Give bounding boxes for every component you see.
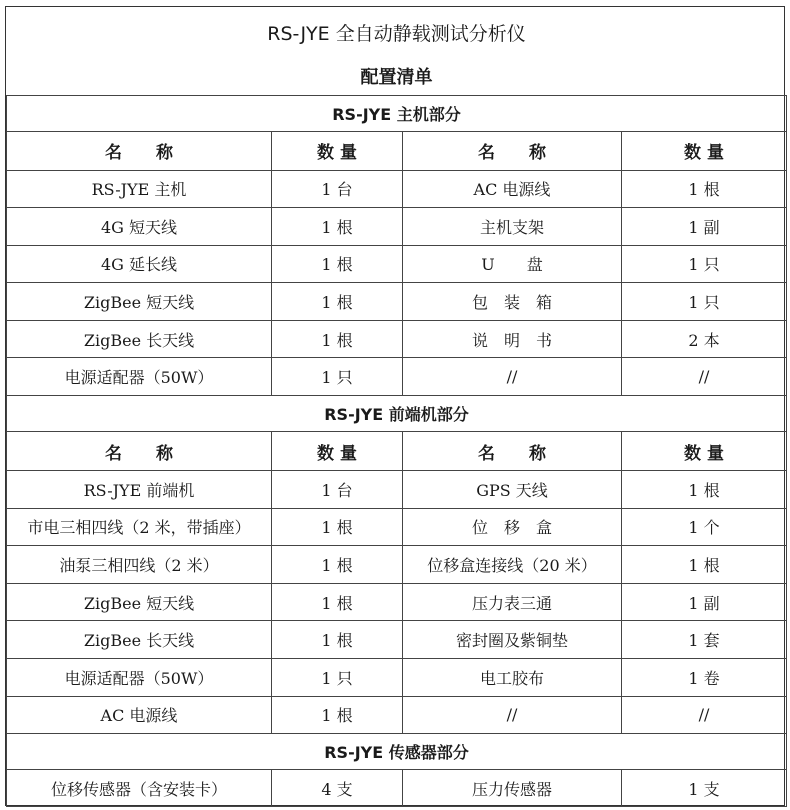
item-name-cell: 位移盒连接线（20 米） [403, 546, 622, 584]
table-row [7, 659, 787, 697]
item-name-cell: AC 电源线 [403, 170, 622, 208]
column-header-name: 名 称 [7, 432, 272, 471]
item-name-cell: 压力传感器 [403, 770, 622, 807]
item-quantity-cell: 1 根 [272, 583, 403, 621]
item-name-cell: 说 明 书 [403, 320, 622, 358]
column-header-quantity: 数 量 [622, 131, 787, 170]
section-title: RS-JYE 前端机部分 [7, 396, 787, 432]
item-name-cell: ZigBee 短天线 [7, 283, 272, 321]
item-name-cell: GPS 天线 [403, 471, 622, 509]
item-name-cell: 包 装 箱 [403, 283, 622, 321]
item-name-cell: // [403, 696, 622, 734]
table-row [7, 546, 787, 584]
item-name-cell: ZigBee 长天线 [7, 621, 272, 659]
item-quantity-cell: 1 支 [622, 770, 787, 807]
table-row [7, 245, 787, 283]
document-title: RS-JYE 全自动静载测试分析仪 [267, 23, 526, 45]
item-name-cell: 4G 短天线 [7, 208, 272, 246]
item-quantity-cell: 1 根 [272, 208, 403, 246]
item-quantity-cell: 1 只 [622, 245, 787, 283]
configuration-table [6, 7, 787, 807]
item-quantity-cell: // [622, 358, 787, 396]
item-quantity-cell: 1 副 [622, 583, 787, 621]
table-row [7, 508, 787, 546]
item-name-cell: U 盘 [403, 245, 622, 283]
table-row [7, 283, 787, 321]
item-quantity-cell: 1 副 [622, 208, 787, 246]
table-row [7, 583, 787, 621]
item-name-cell: RS-JYE 前端机 [7, 471, 272, 509]
column-header-name: 名 称 [403, 432, 622, 471]
table-row [7, 208, 787, 246]
configuration-list-document [5, 6, 785, 806]
item-name-cell: 4G 延长线 [7, 245, 272, 283]
item-name-cell: ZigBee 长天线 [7, 320, 272, 358]
item-quantity-cell: 1 根 [272, 245, 403, 283]
table-row [7, 170, 787, 208]
item-quantity-cell: 1 卷 [622, 659, 787, 697]
item-quantity-cell: 1 只 [272, 659, 403, 697]
table-row [7, 621, 787, 659]
column-header-name: 名 称 [7, 131, 272, 170]
column-header-quantity: 数 量 [272, 131, 403, 170]
item-quantity-cell: 1 根 [272, 283, 403, 321]
section-title: RS-JYE 传感器部分 [7, 734, 787, 770]
item-quantity-cell: 1 根 [622, 546, 787, 584]
item-quantity-cell: 1 只 [272, 358, 403, 396]
item-name-cell: 压力表三通 [403, 583, 622, 621]
table-row [7, 358, 787, 396]
column-header-name: 名 称 [403, 131, 622, 170]
table-row [7, 696, 787, 734]
table-row [7, 320, 787, 358]
item-name-cell: AC 电源线 [7, 696, 272, 734]
item-name-cell: RS-JYE 主机 [7, 170, 272, 208]
item-quantity-cell: 2 本 [622, 320, 787, 358]
item-quantity-cell: 1 台 [272, 471, 403, 509]
item-quantity-cell: // [622, 696, 787, 734]
item-name-cell: // [403, 358, 622, 396]
item-name-cell: 主机支架 [403, 208, 622, 246]
item-name-cell: 电工胶布 [403, 659, 622, 697]
document-subtitle: 配置清单 [360, 67, 433, 89]
item-quantity-cell: 1 根 [272, 546, 403, 584]
item-name-cell: 电源适配器（50W） [7, 659, 272, 697]
document-title-cell [7, 7, 787, 52]
table-row [7, 471, 787, 509]
document-subtitle-cell [7, 52, 787, 95]
item-quantity-cell: 1 根 [272, 508, 403, 546]
item-quantity-cell: 1 根 [272, 621, 403, 659]
item-quantity-cell: 1 台 [272, 170, 403, 208]
item-name-cell: 油泵三相四线（2 米） [7, 546, 272, 584]
item-quantity-cell: 1 只 [622, 283, 787, 321]
column-header-quantity: 数 量 [622, 432, 787, 471]
item-quantity-cell: 1 根 [272, 320, 403, 358]
column-header-quantity: 数 量 [272, 432, 403, 471]
item-name-cell: 位 移 盒 [403, 508, 622, 546]
item-name-cell: 市电三相四线（2 米，带插座） [7, 508, 272, 546]
item-quantity-cell: 1 根 [622, 471, 787, 509]
item-quantity-cell: 4 支 [272, 770, 403, 807]
item-name-cell: ZigBee 短天线 [7, 583, 272, 621]
item-quantity-cell: 1 根 [272, 696, 403, 734]
item-quantity-cell: 1 根 [622, 170, 787, 208]
item-name-cell: 电源适配器（50W） [7, 358, 272, 396]
item-quantity-cell: 1 套 [622, 621, 787, 659]
item-quantity-cell: 1 个 [622, 508, 787, 546]
item-name-cell: 密封圈及紫铜垫 [403, 621, 622, 659]
table-row [7, 770, 787, 807]
section-title: RS-JYE 主机部分 [7, 95, 787, 131]
item-name-cell: 位移传感器（含安装卡） [7, 770, 272, 807]
